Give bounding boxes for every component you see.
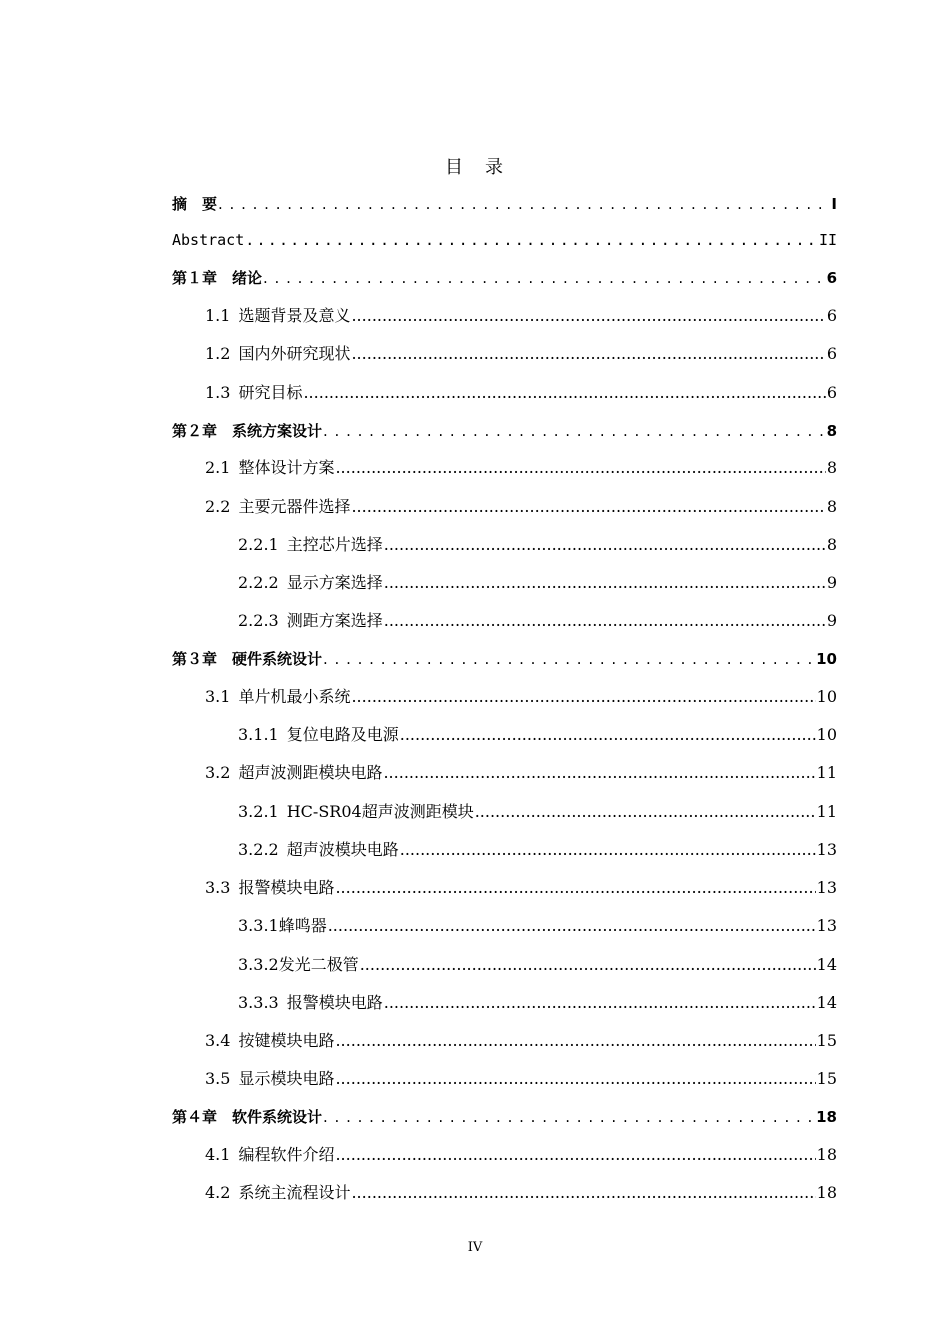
toc-entry-page: 6 [826, 344, 837, 363]
toc-leader [351, 1181, 815, 1205]
toc-entry-page: 13 [816, 916, 837, 935]
toc-entry-number: 4.1 [205, 1145, 231, 1164]
toc-entry-text: 显示方案选择 [286, 573, 383, 592]
toc-leader [351, 342, 825, 366]
toc-entry-page: 9 [826, 573, 837, 592]
toc-entry-page: 10 [816, 687, 837, 706]
toc-entry-text: 显示模块电路 [238, 1069, 335, 1088]
toc-entry-1-1[interactable] [205, 304, 837, 328]
toc-entry-page: 8 [826, 422, 837, 440]
toc-entry-4-1[interactable] [205, 1143, 837, 1167]
toc-entry-page: 14 [816, 993, 837, 1012]
toc-entry-page: 8 [826, 497, 837, 516]
toc-entry-page: 18 [816, 1145, 837, 1164]
toc-entry-3-3-3[interactable] [238, 991, 837, 1015]
toc-entry-3-4[interactable] [205, 1029, 837, 1053]
toc-entry-page: 6 [826, 306, 837, 325]
toc-leader [351, 304, 825, 328]
toc-entry-3-3-2[interactable] [238, 953, 837, 977]
toc-entry-page: 6 [826, 383, 837, 402]
toc-entry-number: 1.2 [205, 344, 231, 363]
toc-entry-text: 主要元器件选择 [238, 497, 351, 516]
toc-entry-text: 选题背景及意义 [238, 306, 351, 325]
toc-entry-page: 15 [816, 1031, 837, 1050]
toc-entry-text: 国内外研究现状 [238, 344, 351, 363]
toc-entry-page: 10 [816, 725, 837, 744]
toc-entry-text: HC-SR04超声波测距模块 [286, 802, 474, 821]
toc-entry-text: 报警模块电路 [238, 878, 335, 897]
toc-leader [383, 761, 815, 785]
toc-entry-3-5[interactable] [205, 1067, 837, 1091]
toc-entry-number: 2.1 [205, 458, 231, 477]
toc-leader [323, 419, 826, 443]
toc-entry-page: 8 [826, 535, 837, 554]
toc-entry-3-2-2[interactable] [238, 838, 837, 862]
toc-entry-number: 3.1.1 [238, 725, 279, 744]
toc-leader [328, 914, 816, 938]
toc-entry-1-2[interactable] [205, 342, 837, 366]
toc-leader [475, 800, 816, 824]
toc-entry-page: 13 [816, 840, 837, 859]
toc-entry-2-2-2[interactable] [238, 571, 837, 595]
toc-entry-text: 单片机最小系统 [238, 687, 351, 706]
toc-entry-text: 3.3.2发光二极管 [238, 955, 359, 974]
toc-entry-3-3[interactable] [205, 876, 837, 900]
toc-leader [323, 1105, 815, 1129]
toc-entry-number: 2.2.1 [238, 535, 279, 554]
toc-entry-number: 3.2.1 [238, 802, 279, 821]
toc-entry-number: 4.2 [205, 1183, 231, 1202]
toc-leader [263, 266, 826, 290]
toc-entry-number: 3.2.2 [238, 840, 279, 859]
toc-entry-text: 3.3.1蜂鸣器 [238, 916, 327, 935]
toc-entry-text: 编程软件介绍 [238, 1145, 335, 1164]
toc-leader [400, 723, 816, 747]
toc-entry-text: Abstract [172, 231, 245, 249]
toc-entry-number: 3.1 [205, 687, 231, 706]
toc-leader [245, 228, 818, 252]
toc-entry-page: 6 [826, 269, 837, 287]
toc-entry-text: 研究目标 [238, 383, 303, 402]
toc-leader [335, 1029, 815, 1053]
toc-entry-chapter-1[interactable] [172, 266, 837, 290]
toc-entry-3-2[interactable] [205, 761, 837, 785]
toc-entry-number: 3.5 [205, 1069, 231, 1088]
toc-entry-abstract-en[interactable] [172, 228, 837, 252]
toc-entry-text: 复位电路及电源 [286, 725, 399, 744]
toc-entry-page: 10 [816, 650, 837, 668]
toc-entry-2-2[interactable] [205, 495, 837, 519]
toc-entry-number: 3.3 [205, 878, 231, 897]
toc-entry-chapter-3[interactable] [172, 647, 837, 671]
toc-title: 目 录 [445, 157, 505, 178]
toc-entry-4-2[interactable] [205, 1181, 837, 1205]
toc-entry-number: 1.1 [205, 306, 231, 325]
toc-leader [335, 1143, 815, 1167]
toc-entry-text: 摘 要 [172, 195, 218, 213]
toc-entry-page: II [818, 231, 837, 249]
toc-entry-chapter-4[interactable] [172, 1105, 837, 1129]
toc-entry-page: 9 [826, 611, 837, 630]
toc-entry-page: 14 [816, 955, 837, 974]
toc-entry-page: I [831, 195, 837, 213]
toc-entry-3-1-1[interactable] [238, 723, 837, 747]
toc-entry-number: 3.2 [205, 763, 231, 782]
toc-entry-number: 3.3.3 [238, 993, 279, 1012]
toc-entry-page: 8 [826, 458, 837, 477]
toc-leader [351, 495, 825, 519]
toc-entry-text: 第１章 绪论 [172, 269, 263, 287]
toc-entry-3-3-1[interactable] [238, 914, 837, 938]
toc-entry-page: 11 [816, 802, 837, 821]
toc-entry-text: 超声波测距模块电路 [238, 763, 383, 782]
toc-leader [218, 192, 830, 216]
toc-entry-2-2-3[interactable] [238, 609, 837, 633]
toc-leader [400, 838, 816, 862]
toc-entry-page: 18 [816, 1108, 837, 1126]
toc-leader [335, 876, 815, 900]
toc-entry-text: 整体设计方案 [238, 458, 335, 477]
toc-leader [384, 533, 826, 557]
toc-entry-page: 15 [816, 1069, 837, 1088]
toc-entry-1-3[interactable] [205, 381, 837, 405]
toc-entry-text: 第３章 硬件系统设计 [172, 650, 323, 668]
toc-entry-number: 2.2.2 [238, 573, 279, 592]
toc-entry-number: 1.3 [205, 383, 231, 402]
toc-entry-text: 按键模块电路 [238, 1031, 335, 1050]
toc-leader [335, 456, 825, 480]
page-number: IV [467, 1240, 483, 1255]
toc-entry-text: 测距方案选择 [286, 611, 383, 630]
toc-entry-abstract-cn[interactable] [172, 192, 837, 216]
toc-entry-page: 13 [816, 878, 837, 897]
toc-leader [323, 647, 815, 671]
toc-entry-chapter-2[interactable] [172, 419, 837, 443]
toc-leader [360, 953, 816, 977]
toc-leader [335, 1067, 815, 1091]
toc-entry-page: 11 [816, 763, 837, 782]
toc-entry-text: 超声波模块电路 [286, 840, 399, 859]
toc-entry-3-1[interactable] [205, 685, 837, 709]
toc-entry-number: 2.2.3 [238, 611, 279, 630]
toc-entry-3-2-1[interactable] [238, 800, 837, 824]
toc-entry-text: 主控芯片选择 [286, 535, 383, 554]
toc-entry-number: 3.4 [205, 1031, 231, 1050]
toc-leader [351, 685, 815, 709]
toc-leader [384, 991, 816, 1015]
toc-entry-text: 系统主流程设计 [238, 1183, 351, 1202]
toc-entry-number: 2.2 [205, 497, 231, 516]
toc-entry-2-2-1[interactable] [238, 533, 837, 557]
toc-entry-page: 18 [816, 1183, 837, 1202]
toc-leader [384, 571, 826, 595]
toc-entry-text: 第４章 软件系统设计 [172, 1108, 323, 1126]
toc-entry-2-1[interactable] [205, 456, 837, 480]
toc-leader [384, 609, 826, 633]
toc-entry-text: 第２章 系统方案设计 [172, 422, 323, 440]
toc-leader [303, 381, 825, 405]
toc-entry-text: 报警模块电路 [286, 993, 383, 1012]
